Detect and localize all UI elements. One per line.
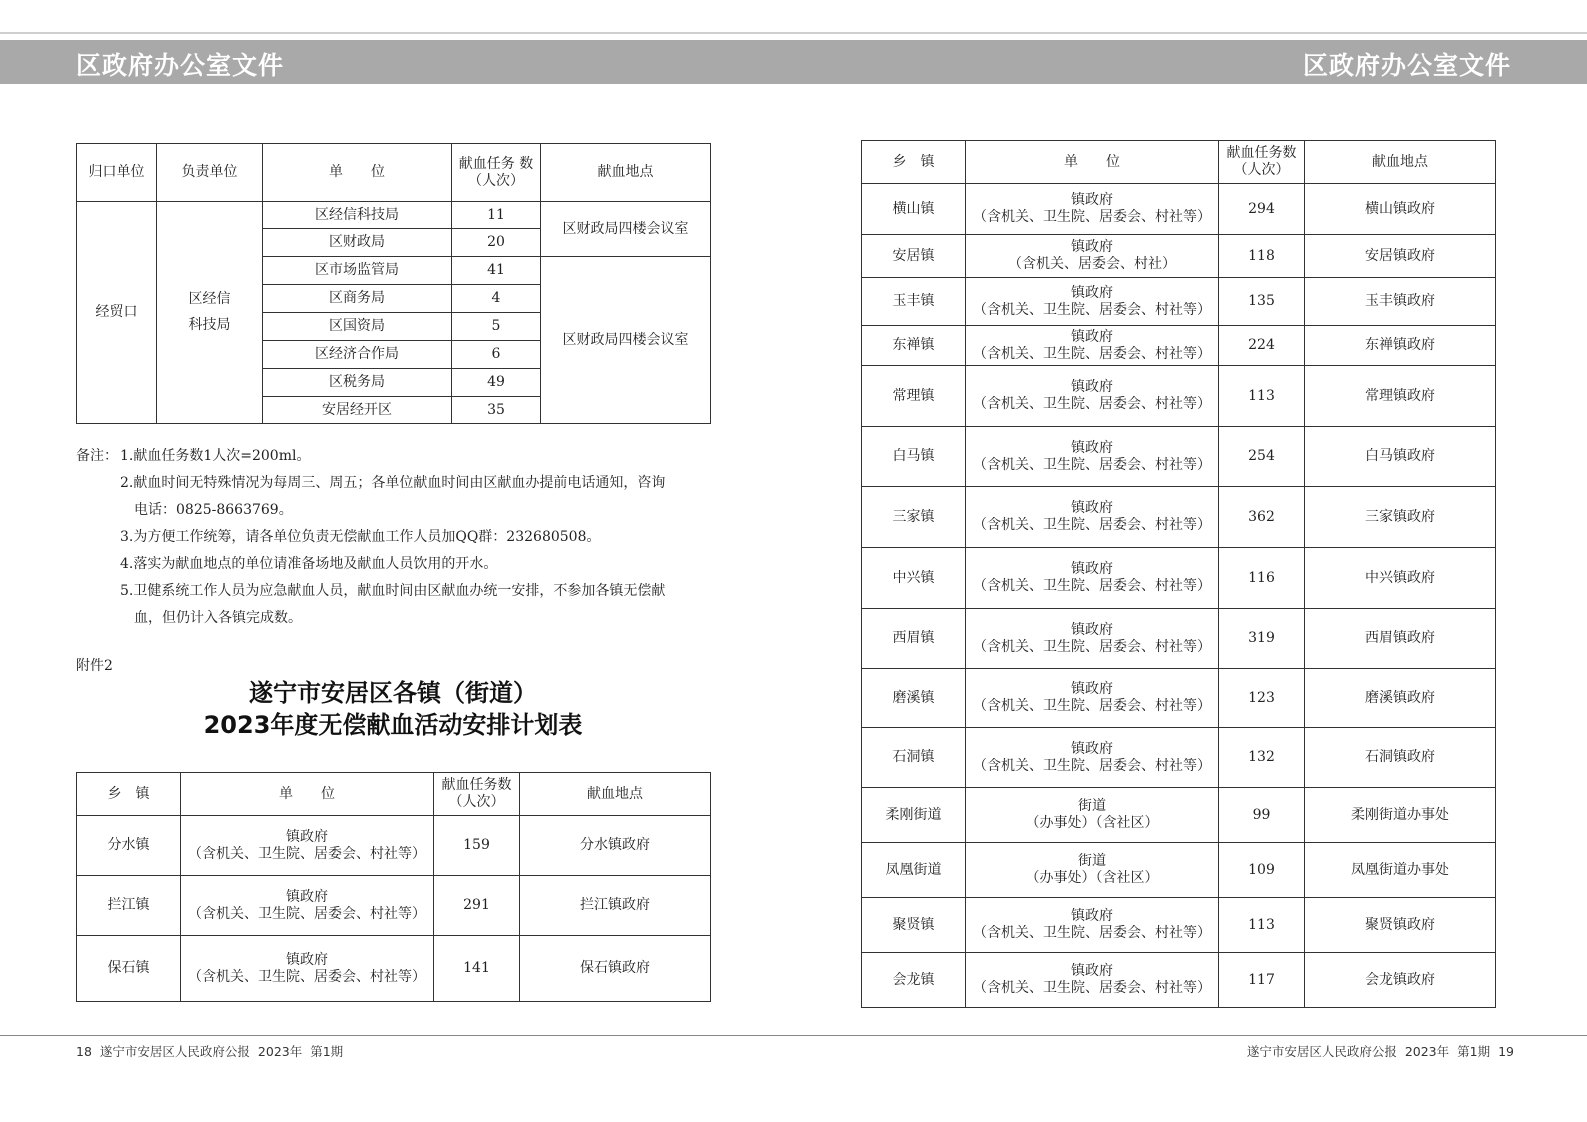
- footer-right: [1247, 1042, 1514, 1060]
- table-row: [862, 235, 1496, 278]
- col-header-responsible: 负责单位: [157, 144, 263, 202]
- count-cell: 11: [452, 202, 541, 229]
- footer-rule: [0, 1035, 1587, 1036]
- town-cell: 聚贤镇: [862, 898, 966, 953]
- table-row: [862, 326, 1496, 366]
- town-table-right: [861, 140, 1496, 1008]
- count-cell: 362: [1219, 487, 1305, 548]
- town-cell: 白马镇: [862, 427, 966, 487]
- town-cell: 保石镇: [77, 936, 181, 1002]
- responsible-cell: 区经信 科技局: [157, 202, 263, 424]
- page-number-left: 18: [76, 1044, 92, 1059]
- count-cell: 291: [434, 876, 520, 936]
- unit-cell: 镇政府 （含机关、卫生院、居委会、村社等）: [181, 876, 434, 936]
- town-cell: 柔刚街道: [862, 788, 966, 843]
- footer-year-right: 2023年: [1404, 1044, 1450, 1059]
- table-row: [862, 278, 1496, 326]
- table-row: [77, 816, 711, 876]
- location-cell: 拦江镇政府: [520, 876, 711, 936]
- count-cell: 118: [1219, 235, 1305, 278]
- col-header-group: 归口单位: [77, 144, 157, 202]
- location-cell: 磨溪镇政府: [1305, 669, 1496, 728]
- town-cell: 凤凰街道: [862, 843, 966, 898]
- table-row: [77, 876, 711, 936]
- location-cell: 东禅镇政府: [1305, 326, 1496, 366]
- unit-cell: 镇政府 （含机关、卫生院、居委会、村社等）: [966, 326, 1219, 366]
- unit-cell: 街道 （办事处）（含社区）: [966, 788, 1219, 843]
- unit-cell: 区商务局: [263, 285, 452, 313]
- count-cell: 159: [434, 816, 520, 876]
- town-cell: 玉丰镇: [862, 278, 966, 326]
- town-cell: 拦江镇: [77, 876, 181, 936]
- location-cell: 保石镇政府: [520, 936, 711, 1002]
- count-cell: 5: [452, 313, 541, 341]
- unit-cell: 镇政府 （含机关、卫生院、居委会、村社等）: [966, 366, 1219, 427]
- count-cell: 99: [1219, 788, 1305, 843]
- town-cell: 横山镇: [862, 184, 966, 235]
- table-row: [862, 788, 1496, 843]
- notes-block: [76, 443, 716, 632]
- footer-publication-right: 遂宁市安居区人民政府公报: [1246, 1044, 1397, 1059]
- town-table-left: [76, 772, 711, 1002]
- table-row: [862, 898, 1496, 953]
- count-cell: 135: [1219, 278, 1305, 326]
- col-header-location: 献血地点: [1305, 141, 1496, 184]
- table-row: [862, 366, 1496, 427]
- col-header-location: 献血地点: [520, 773, 711, 816]
- col-header-town: 乡 镇: [862, 141, 966, 184]
- count-cell: 6: [452, 341, 541, 369]
- unit-cell: 镇政府 （含机关、卫生院、居委会、村社等）: [966, 609, 1219, 669]
- count-cell: 132: [1219, 728, 1305, 788]
- unit-cell: 镇政府 （含机关、卫生院、居委会、村社等）: [181, 816, 434, 876]
- count-cell: 35: [452, 397, 541, 424]
- col-header-unit: 单 位: [263, 144, 452, 202]
- table-row: [862, 487, 1496, 548]
- footer-issue-left: 第1期: [310, 1044, 344, 1059]
- unit-cell: 镇政府 （含机关、卫生院、居委会、村社等）: [966, 278, 1219, 326]
- count-cell: 49: [452, 369, 541, 397]
- town-cell: 常理镇: [862, 366, 966, 427]
- location-cell: 分水镇政府: [520, 816, 711, 876]
- group-cell: 经贸口: [77, 202, 157, 424]
- table-row: [862, 669, 1496, 728]
- location-cell: 西眉镇政府: [1305, 609, 1496, 669]
- header-title-left: 区政府办公室文件: [76, 51, 285, 80]
- footer-year-left: 2023年: [257, 1044, 303, 1059]
- count-cell: 117: [1219, 953, 1305, 1008]
- col-header-count: 献血任务数（人次）: [434, 773, 520, 816]
- count-cell: 113: [1219, 898, 1305, 953]
- count-cell: 319: [1219, 609, 1305, 669]
- table-row: [862, 427, 1496, 487]
- note-5b: 血，但仍计入各镇完成数。: [134, 610, 302, 626]
- town-cell: 东禅镇: [862, 326, 966, 366]
- col-header-unit: 单 位: [966, 141, 1219, 184]
- unit-cell: 镇政府 （含机关、居委会、村社）: [966, 235, 1219, 278]
- location-cell: 聚贤镇政府: [1305, 898, 1496, 953]
- town-cell: 会龙镇: [862, 953, 966, 1008]
- unit-cell: 区国资局: [263, 313, 452, 341]
- unit-cell: 安居经开区: [263, 397, 452, 424]
- col-header-count: 献血任务数（人次）: [1219, 141, 1305, 184]
- note-1: 1.献血任务数1人次=200ml。: [120, 448, 311, 464]
- footer-publication-left: 遂宁市安居区人民政府公报: [99, 1044, 250, 1059]
- note-2b: 电话：0825-8663769。: [134, 502, 293, 518]
- unit-cell: 镇政府 （含机关、卫生院、居委会、村社等）: [966, 728, 1219, 788]
- location-cell: 凤凰街道办事处: [1305, 843, 1496, 898]
- unit-cell: 镇政府 （含机关、卫生院、居委会、村社等）: [966, 184, 1219, 235]
- count-cell: 224: [1219, 326, 1305, 366]
- count-cell: 123: [1219, 669, 1305, 728]
- col-header-count: 献血任务 数（人次）: [452, 144, 541, 202]
- location-cell: 会龙镇政府: [1305, 953, 1496, 1008]
- location-cell: 玉丰镇政府: [1305, 278, 1496, 326]
- unit-cell: 区财政局: [263, 229, 452, 257]
- note-5a: 5.卫健系统工作人员为应急献血人员，献血时间由区献血办统一安排，不参加各镇无偿献: [120, 583, 666, 599]
- location-cell: 安居镇政府: [1305, 235, 1496, 278]
- col-header-town: 乡 镇: [77, 773, 181, 816]
- town-cell: 中兴镇: [862, 548, 966, 609]
- town-cell: 磨溪镇: [862, 669, 966, 728]
- unit-cell: 区市场监管局: [263, 257, 452, 285]
- econ-unit-table: [76, 143, 711, 424]
- town-cell: 三家镇: [862, 487, 966, 548]
- town-cell: 安居镇: [862, 235, 966, 278]
- count-cell: 109: [1219, 843, 1305, 898]
- unit-cell: 区经信科技局: [263, 202, 452, 229]
- location-cell: 石洞镇政府: [1305, 728, 1496, 788]
- table-row: [862, 843, 1496, 898]
- count-cell: 294: [1219, 184, 1305, 235]
- count-cell: 116: [1219, 548, 1305, 609]
- col-header-unit: 单 位: [181, 773, 434, 816]
- unit-cell: 镇政府 （含机关、卫生院、居委会、村社等）: [966, 669, 1219, 728]
- unit-cell: 区经济合作局: [263, 341, 452, 369]
- header-title-right: 区政府办公室文件: [1302, 51, 1511, 80]
- town-cell: 分水镇: [77, 816, 181, 876]
- table-row: [862, 953, 1496, 1008]
- footer-left: [76, 1042, 343, 1060]
- document-title: [76, 677, 710, 741]
- unit-cell: 镇政府 （含机关、卫生院、居委会、村社等）: [966, 427, 1219, 487]
- page-number-right: 19: [1498, 1044, 1514, 1059]
- title-line-2: 2023年度无偿献血活动安排计划表: [203, 711, 583, 739]
- town-cell: 西眉镇: [862, 609, 966, 669]
- top-rule: [0, 32, 1587, 34]
- location-cell: 柔刚街道办事处: [1305, 788, 1496, 843]
- note-3: 3.为方便工作统筹，请各单位负责无偿献血工作人员加QQ群：232680508。: [120, 529, 601, 545]
- unit-cell: 街道 （办事处）（含社区）: [966, 843, 1219, 898]
- count-cell: 254: [1219, 427, 1305, 487]
- table-row: [77, 202, 711, 229]
- location-cell: 区财政局四楼会议室: [541, 202, 711, 257]
- table-row: [862, 184, 1496, 235]
- location-cell: 中兴镇政府: [1305, 548, 1496, 609]
- note-4: 4.落实为献血地点的单位请准备场地及献血人员饮用的开水。: [120, 556, 498, 572]
- footer-issue-right: 第1期: [1457, 1044, 1491, 1059]
- location-cell: 白马镇政府: [1305, 427, 1496, 487]
- count-cell: 20: [452, 229, 541, 257]
- note-2a: 2.献血时间无特殊情况为每周三、周五；各单位献血时间由区献血办提前电话通知，咨询: [120, 475, 666, 491]
- town-cell: 石洞镇: [862, 728, 966, 788]
- attachment-label: 附件2: [76, 658, 113, 674]
- unit-cell: 镇政府 （含机关、卫生院、居委会、村社等）: [966, 898, 1219, 953]
- count-cell: 4: [452, 285, 541, 313]
- unit-cell: 区税务局: [263, 369, 452, 397]
- table-row: [862, 609, 1496, 669]
- location-cell: 横山镇政府: [1305, 184, 1496, 235]
- title-line-1: 遂宁市安居区各镇（街道）: [249, 679, 537, 707]
- count-cell: 141: [434, 936, 520, 1002]
- notes-label: 备注：: [76, 448, 118, 464]
- table-row: [862, 548, 1496, 609]
- count-cell: 41: [452, 257, 541, 285]
- table-row: [77, 936, 711, 1002]
- location-cell: 三家镇政府: [1305, 487, 1496, 548]
- location-cell: 区财政局四楼会议室: [541, 257, 711, 424]
- unit-cell: 镇政府 （含机关、卫生院、居委会、村社等）: [966, 548, 1219, 609]
- location-cell: 常理镇政府: [1305, 366, 1496, 427]
- unit-cell: 镇政府 （含机关、卫生院、居委会、村社等）: [966, 953, 1219, 1008]
- unit-cell: 镇政府 （含机关、卫生院、居委会、村社等）: [181, 936, 434, 1002]
- col-header-location: 献血地点: [541, 144, 711, 202]
- table-row: [862, 728, 1496, 788]
- count-cell: 113: [1219, 366, 1305, 427]
- unit-cell: 镇政府 （含机关、卫生院、居委会、村社等）: [966, 487, 1219, 548]
